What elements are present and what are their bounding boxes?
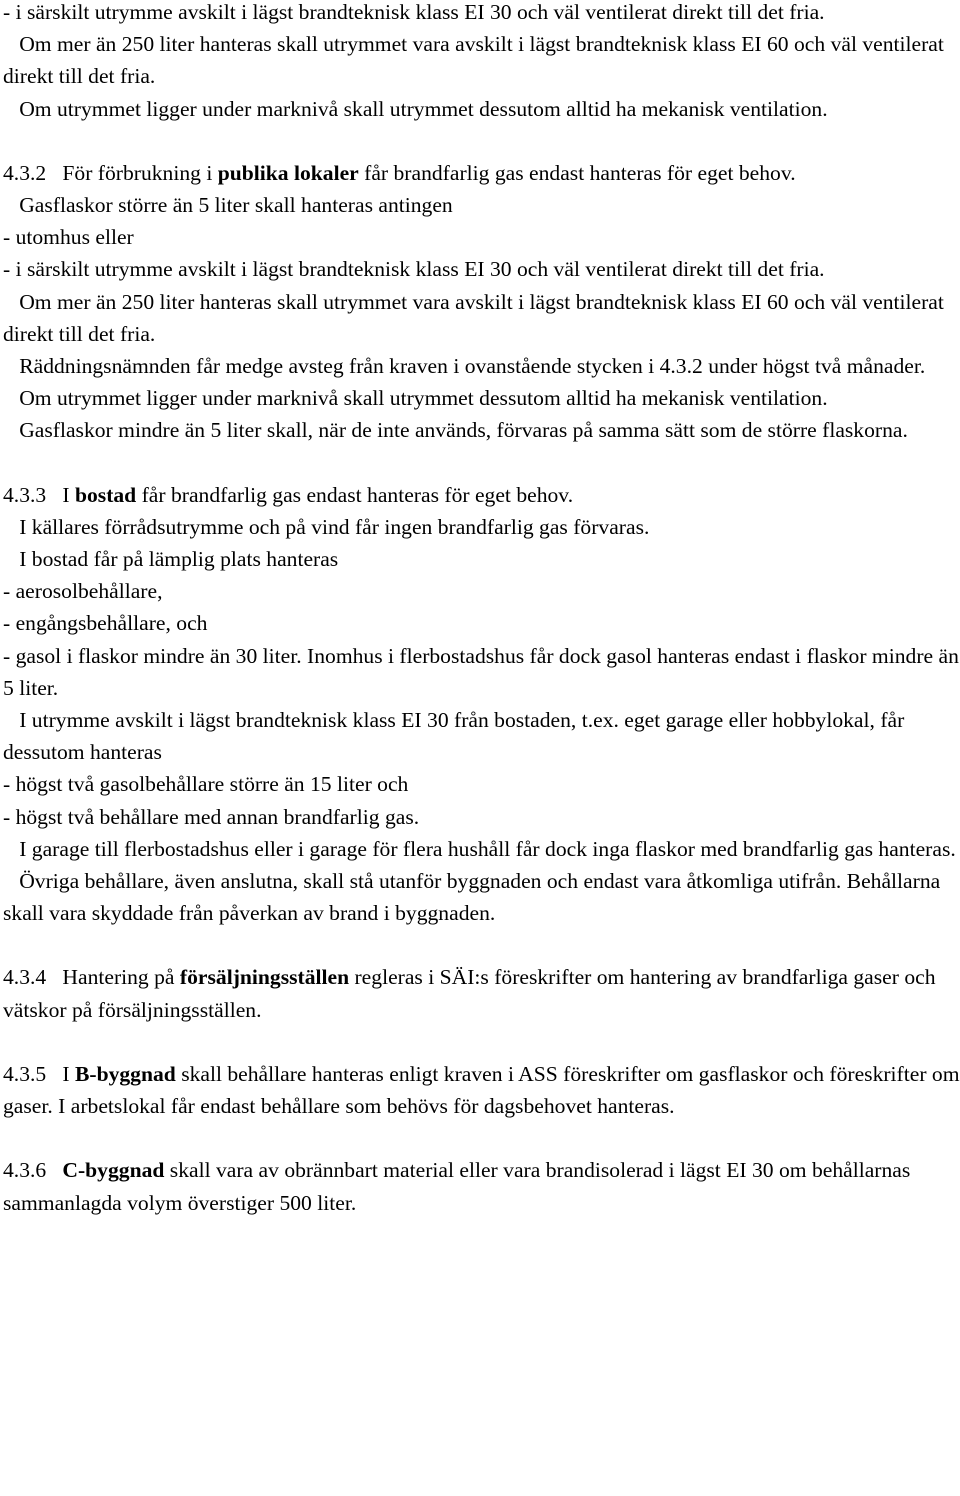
paragraph-line: I garage till flerbostadshus eller i garage för flera hushåll får dock inga flaskor med brandfarlig gas hanteras. (3, 836, 956, 861)
list-item: - i särskilt utrymme avskilt i lägst brandteknisk klass EI 30 och väl ventilerat direkt till det fria. (3, 257, 825, 282)
list-item: - gasol i flaskor mindre än 30 liter. Inomhus i flerbostadshus får dock gasol hanteras endast i flaskor mindre än 5 liter. (3, 643, 959, 700)
paragraph-line: Om utrymmet ligger under marknivå skall utrymmet dessutom alltid ha mekanisk ventilation. (3, 386, 828, 411)
section-text-pre: För förbrukning i (62, 160, 218, 185)
section-number: 4.3.5 (3, 1061, 47, 1086)
section-4-3-3-heading (3, 479, 960, 511)
paragraph-line: Gasflaskor större än 5 liter skall hanteras antingen (3, 193, 453, 218)
section-keyword: publika lokaler (217, 160, 359, 185)
section-number: 4.3.3 (3, 482, 47, 507)
intro-line-2: Om mer än 250 liter hanteras skall utrymmet vara avskilt i lägst brandteknisk klass EI 60 och väl ventilerat direkt till det fria. (3, 32, 950, 89)
list-item: - engångsbehållare, och (3, 611, 208, 636)
spacer (3, 447, 960, 479)
intro-line-3: Om utrymmet ligger under marknivå skall utrymmet dessutom alltid ha mekanisk ventilation. (3, 96, 828, 121)
paragraph-line: Gasflaskor mindre än 5 liter skall, när de inte används, förvaras på samma sätt som de större flaskorna. (3, 418, 908, 443)
paragraph-line: Räddningsnämnden får medge avsteg från kraven i ovanstående stycken i 4.3.2 under högst två månader. (3, 354, 926, 379)
section-number: 4.3.2 (3, 160, 47, 185)
paragraph-line: Övriga behållare, även anslutna, skall stå utanför byggnaden och endast vara åtkomliga utifrån. Behållarna skall vara skyddade från påverkan av brand i byggnaden. (3, 869, 946, 926)
section-text-post: skall vara av obrännbart material eller vara brandisolerad i lägst EI 30 om behållarnas sammanlagda volym överstiger 500 liter. (3, 1158, 916, 1215)
paragraph-line: Om mer än 250 liter hanteras skall utrymmet vara avskilt i lägst brandteknisk klass EI 60 och väl ventilerat direkt till det fria. (3, 289, 950, 346)
section-text-post: får brandfarlig gas endast hanteras för eget behov. (358, 160, 796, 185)
spacer (3, 125, 960, 157)
list-item: - högst två behållare med annan brandfarlig gas. (3, 804, 420, 829)
spacer (3, 1026, 960, 1058)
paragraph-line: I källares förrådsutrymme och på vind får ingen brandfarlig gas förvaras. (3, 514, 650, 539)
list-item: - aerosolbehållare, (3, 579, 163, 604)
paragraph-line: I utrymme avskilt i lägst brandteknisk klass EI 30 från bostaden, t.ex. eget garage eller hobbylokal, får dessutom hanteras (3, 708, 910, 765)
section-4-3-5-heading (3, 1058, 960, 1122)
section-text-pre: I (62, 482, 75, 507)
section-keyword: B-byggnad (74, 1061, 176, 1086)
list-item: - högst två gasolbehållare större än 15 liter och (3, 772, 409, 797)
section-text-post: skall behållare hanteras enligt kraven i ASS föreskrifter om gasflaskor och föreskrifter om gaser. I arbetslokal får endast behållare som behövs för dagsbehovet hanteras. (3, 1061, 960, 1119)
section-text-post: regleras i SÄI:s föreskrifter om hantering av brandfarliga gaser och vätskor på försäljningsställen. (3, 965, 941, 1022)
paragraph-line: I bostad får på lämplig plats hanteras (3, 547, 339, 572)
section-text-pre: I (62, 1061, 75, 1086)
section-4-3-4-heading (3, 961, 960, 1025)
section-keyword: C-byggnad (62, 1158, 165, 1183)
list-item: - utomhus eller (3, 225, 134, 250)
section-keyword: försäljningsställen (179, 965, 350, 990)
section-number: 4.3.4 (3, 965, 47, 990)
section-number: 4.3.6 (3, 1158, 47, 1183)
spacer (3, 929, 960, 961)
section-4-3-6-heading (3, 1154, 960, 1218)
spacer (3, 1122, 960, 1154)
section-text-post: får brandfarlig gas endast hanteras för eget behov. (136, 482, 574, 507)
section-keyword: bostad (74, 482, 137, 507)
intro-line-1: - i särskilt utrymme avskilt i lägst brandteknisk klass EI 30 och väl ventilerat direkt till det fria. (3, 0, 825, 24)
section-text-pre: Hantering på (62, 965, 180, 990)
section-4-3-2-heading (3, 157, 960, 189)
